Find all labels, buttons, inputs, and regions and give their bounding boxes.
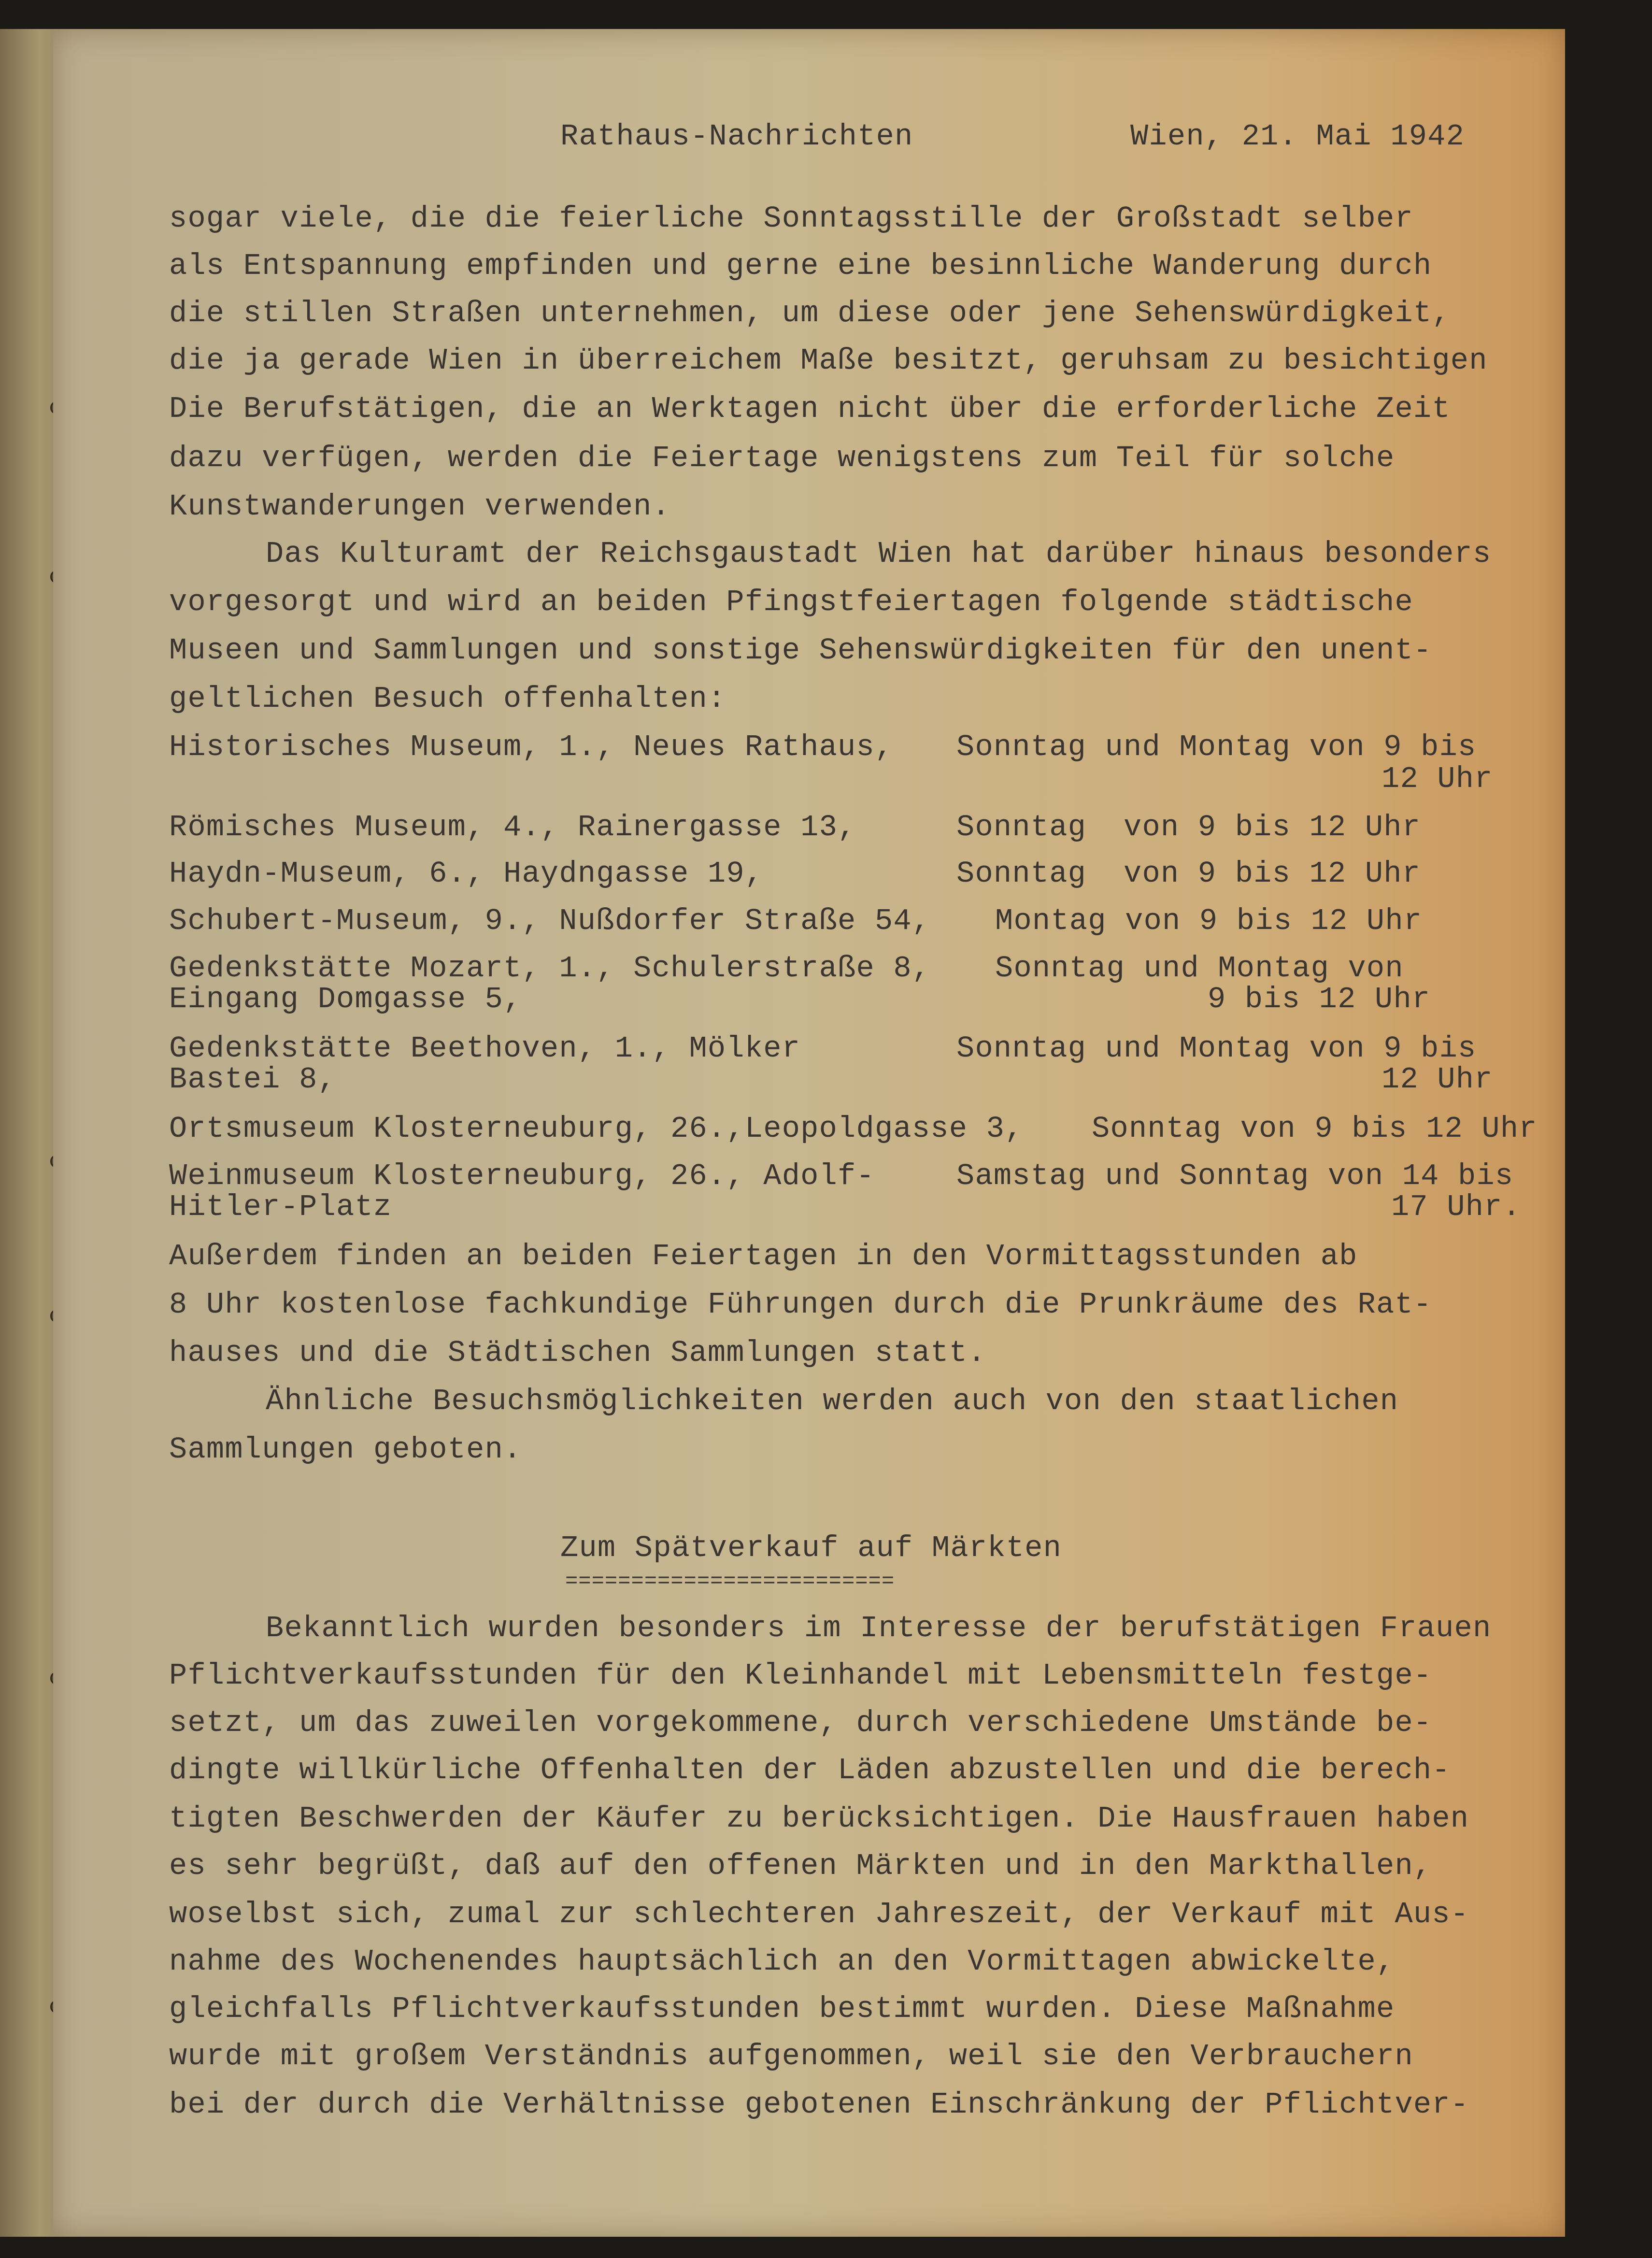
museum-name: Bastei 8, [169, 1062, 337, 1097]
section-title: Zum Spätverkauf auf Märkten [560, 1531, 1062, 1565]
text-line: Außerdem finden an beiden Feiertagen in den Vormittagsstunden ab [169, 1239, 1358, 1273]
museum-name: Gedenkstätte Beethoven, 1., Mölker [169, 1031, 801, 1066]
text-line: Museen und Sammlungen und sonstige Sehenswürdigkeiten für den unent- [169, 633, 1432, 668]
text-line: wurde mit großem Verständnis aufgenommen, weil sie den Verbrauchern [169, 2039, 1413, 2073]
text-line: dazu verfügen, werden die Feiertage wenigstens zum Teil für solche [169, 441, 1395, 475]
museum-hours: Sonntag von 9 bis 12 Uhr [956, 857, 1421, 891]
text-line: woselbst sich, zumal zur schlechteren Jahreszeit, der Verkauf mit Aus- [169, 1897, 1469, 1931]
text-line: gleichfalls Pflichtverkaufsstunden bestimmt wurden. Diese Maßnahme [169, 1992, 1395, 2026]
text-line: geltlichen Besuch offenhalten: [169, 682, 726, 716]
museum-hours: Sonntag und Montag von [995, 951, 1404, 986]
text-line: Kunstwanderungen verwenden. [169, 489, 671, 524]
museum-name: Historisches Museum, 1., Neues Rathaus, [169, 730, 894, 764]
header-title: Rathaus-Nachrichten [560, 119, 913, 154]
museum-hours: 17 Uhr. [1391, 1190, 1522, 1224]
text-line: Pflichtverkaufsstunden für den Kleinhandel mit Lebensmitteln festge- [169, 1658, 1432, 1693]
text-line: es sehr begrüßt, daß auf den offenen Märkten und in den Markthallen, [169, 1849, 1432, 1883]
text-line: 8 Uhr kostenlose fachkundige Führungen durch die Prunkräume des Rat- [169, 1287, 1432, 1322]
text-line: als Entspannung empfinden und gerne eine besinnliche Wanderung durch [169, 249, 1432, 283]
museum-hours: Sonntag von 9 bis 12 Uhr [956, 810, 1421, 844]
museum-hours: 12 Uhr [1381, 762, 1493, 796]
museum-name: Eingang Domgasse 5, [169, 982, 522, 1016]
museum-hours: 9 bis 12 Uhr [1208, 982, 1431, 1016]
museum-name: Ortsmuseum Klosterneuburg, 26.,Leopoldgasse 3, [169, 1112, 1024, 1146]
museum-hours: Sonntag und Montag von 9 bis [956, 730, 1477, 764]
museum-name: Römisches Museum, 4., Rainergasse 13, [169, 810, 856, 844]
museum-name: Hitler-Platz [169, 1190, 392, 1224]
museum-hours: Sonntag von 9 bis 12 Uhr [1092, 1112, 1538, 1146]
text-line: sogar viele, die die feierliche Sonntagsstille der Großstadt selber [169, 201, 1413, 236]
museum-name: Schubert-Museum, 9., Nußdorfer Straße 54, [169, 904, 931, 938]
text-line: dingte willkürliche Offenhalten der Läden abzustellen und die berech- [169, 1753, 1451, 1787]
header-date: Wien, 21. Mai 1942 [1130, 119, 1465, 154]
museum-name: Haydn-Museum, 6., Haydngasse 19, [169, 857, 764, 891]
museum-name: Gedenkstätte Mozart, 1., Schulerstraße 8, [169, 951, 931, 986]
text-line: Ähnliche Besuchsmöglichkeiten werden auch von den staatlichen [266, 1384, 1399, 1418]
text-line: Sammlungen geboten. [169, 1432, 522, 1467]
museum-name: Weinmuseum Klosterneuburg, 26., Adolf- [169, 1159, 875, 1193]
text-line: nahme des Wochenendes hauptsächlich an den Vormittagen abwickelte, [169, 1944, 1395, 1979]
text-line: Die Berufstätigen, die an Werktagen nicht über die erforderliche Zeit [169, 392, 1451, 426]
text-line: hauses und die Städtischen Sammlungen statt. [169, 1336, 986, 1370]
text-line: Bekanntlich wurden besonders im Interesse der berufstätigen Frauen [266, 1611, 1492, 1645]
text-line: die ja gerade Wien in überreichem Maße besitzt, geruhsam zu besichtigen [169, 343, 1488, 378]
text-line: die stillen Straßen unternehmen, um diese oder jene Sehenswürdigkeit, [169, 296, 1451, 330]
text-line: Das Kulturamt der Reichsgaustadt Wien hat darüber hinaus besonders [266, 537, 1492, 571]
text-line: vorgesorgt und wird an beiden Pfingstfeiertagen folgende städtische [169, 585, 1413, 619]
museum-hours: Sonntag und Montag von 9 bis [956, 1031, 1477, 1066]
section-title-underline: ========================= [565, 1570, 895, 1594]
museum-hours: Montag von 9 bis 12 Uhr [995, 904, 1423, 938]
museum-hours: 12 Uhr [1381, 1062, 1493, 1097]
text-line: setzt, um das zuweilen vorgekommene, durch verschiedene Umstände be- [169, 1706, 1432, 1740]
text-line: tigten Beschwerden der Käufer zu berücksichtigen. Die Hausfrauen haben [169, 1801, 1469, 1836]
text-line: bei der durch die Verhältnisse gebotenen Einschränkung der Pflichtver- [169, 2087, 1469, 2122]
museum-hours: Samstag und Sonntag von 14 bis [956, 1159, 1514, 1193]
